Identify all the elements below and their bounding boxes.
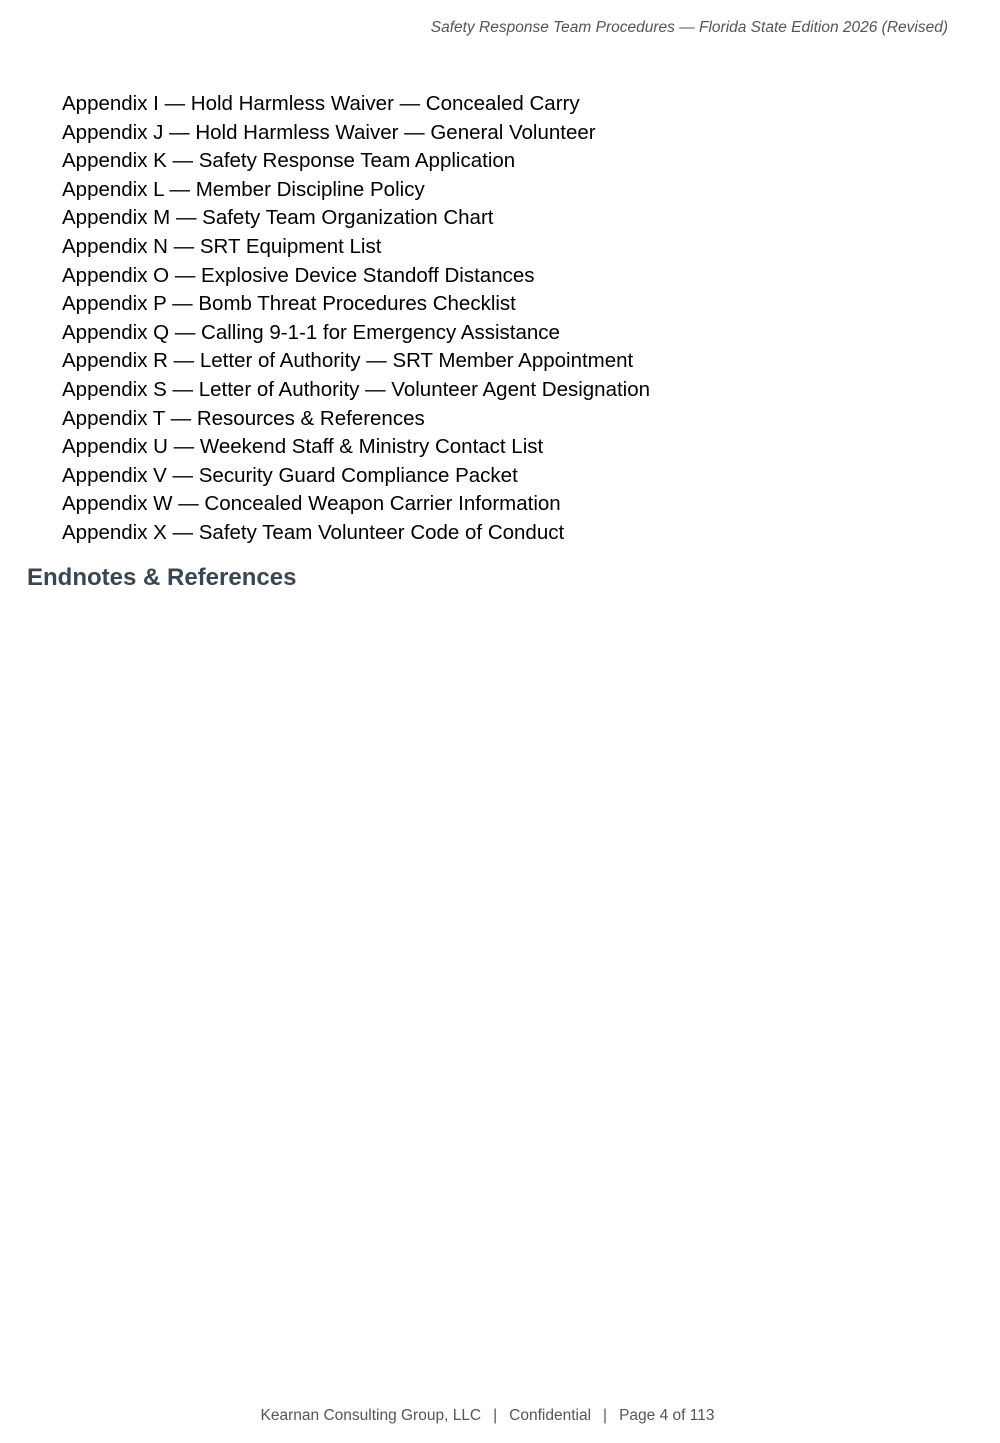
list-item: Appendix O — Explosive Device Standoff Distances — [62, 263, 535, 287]
footer-classification: Confidential — [509, 1407, 592, 1424]
page-footer — [0, 1407, 975, 1425]
list-item: Appendix W — Concealed Weapon Carrier Information — [62, 492, 561, 516]
list-item: Appendix Q — Calling 9-1-1 for Emergency Assistance — [62, 320, 560, 344]
list-item: Appendix J — Hold Harmless Waiver — General Volunteer — [62, 120, 596, 144]
list-item: Appendix T — Resources & References — [62, 406, 425, 430]
list-item: Appendix K — Safety Response Team Application — [62, 149, 516, 173]
footer-company: Kearnan Consulting Group, LLC — [260, 1407, 482, 1424]
list-item: Appendix R — Letter of Authority — SRT Member Appointment — [62, 349, 634, 373]
footer-separator: | — [603, 1407, 608, 1424]
list-item: Appendix U — Weekend Staff & Ministry Contact List — [62, 435, 544, 459]
list-item: Appendix N — SRT Equipment List — [62, 234, 382, 258]
appendix-list — [62, 90, 650, 548]
list-item: Appendix X — Safety Team Volunteer Code of Conduct — [62, 520, 565, 544]
list-item: Appendix I — Hold Harmless Waiver — Concealed Carry — [62, 92, 580, 115]
list-item: Appendix L — Member Discipline Policy — [62, 177, 425, 201]
list-item: Appendix P — Bomb Threat Procedures Checklist — [62, 292, 516, 316]
section-heading: Endnotes & References — [27, 564, 297, 591]
list-item: Appendix V — Security Guard Compliance Packet — [62, 463, 518, 487]
footer-separator: | — [493, 1407, 498, 1424]
footer-page-number: Page 4 of 113 — [619, 1407, 715, 1424]
list-item: Appendix M — Safety Team Organization Chart — [62, 206, 494, 230]
running-header: Safety Response Team Procedures — Florida State Edition 2026 (Revised) — [430, 19, 948, 36]
list-item: Appendix S — Letter of Authority — Volunteer Agent Designation — [62, 377, 651, 401]
